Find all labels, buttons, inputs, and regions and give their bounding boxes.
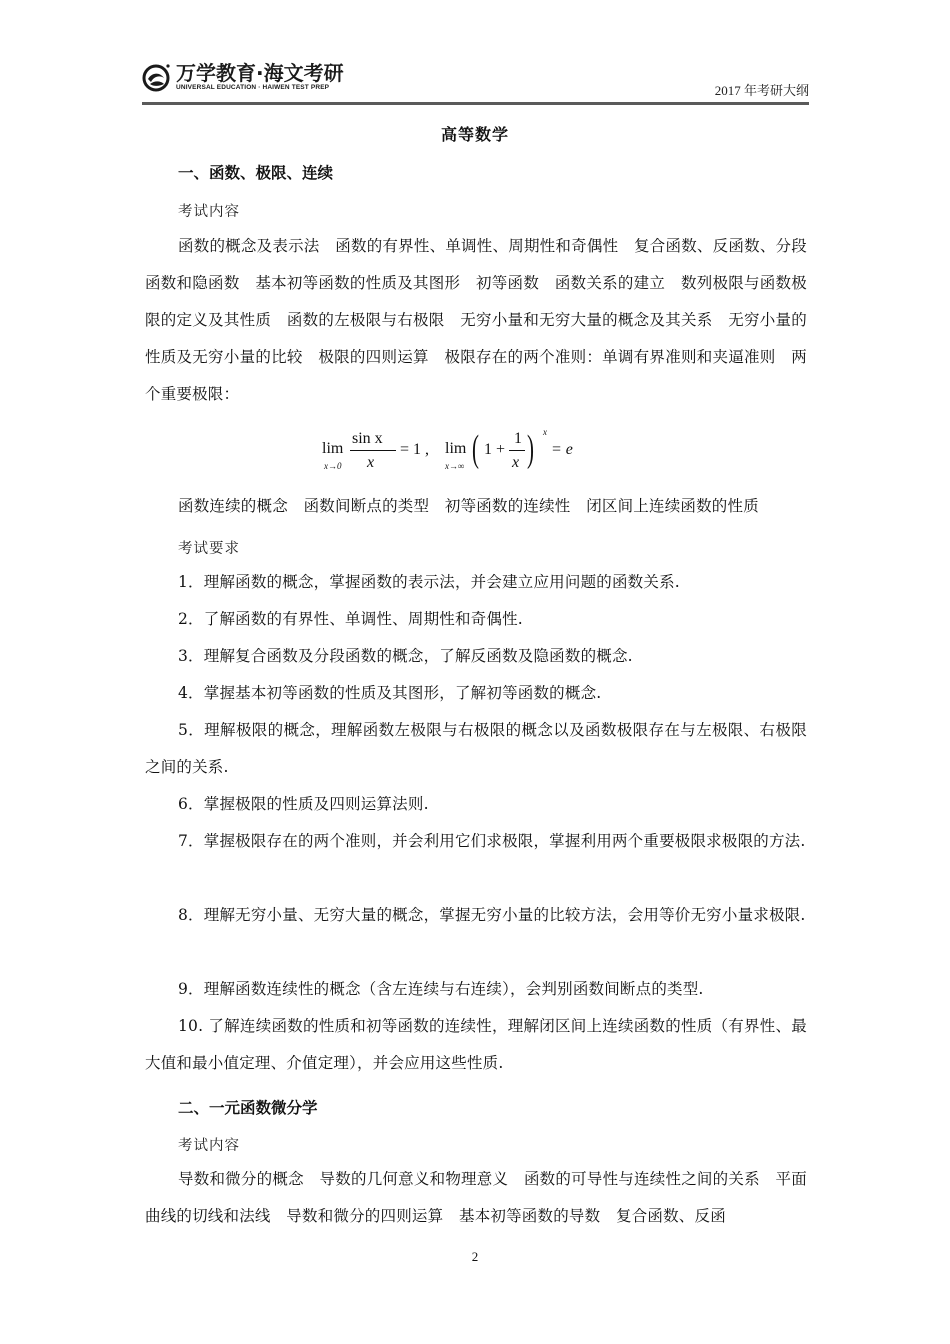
- requirement-item: 1．理解函数的概念，掌握函数的表示法，并会建立应用问题的函数关系.: [178, 573, 680, 591]
- page-title: 高等数学: [440, 125, 509, 144]
- formula1-numerator: sin x: [352, 430, 383, 447]
- page-header: [142, 62, 809, 104]
- section-heading-2: 二、一元函数微分学: [178, 1099, 318, 1117]
- formula2-open-paren: (: [472, 428, 479, 470]
- formula1-denominator: x: [367, 454, 375, 471]
- requirement-item: 5．理解极限的概念，理解函数左极限与右极限的概念以及函数极限存在与左极限、右极限之间的关系.: [145, 721, 807, 776]
- page-number: 2: [471, 1249, 479, 1264]
- brand-name-cn: 万学教育·海文考研: [176, 61, 344, 85]
- requirements-label-1: 考试要求: [178, 541, 240, 557]
- requirement-item: 6．掌握极限的性质及四则运算法则.: [178, 795, 429, 813]
- requirement-item: 2．了解函数的有界性、单调性、周期性和奇偶性.: [178, 610, 523, 628]
- section-heading-1: 一、函数、极限、连续: [178, 164, 334, 182]
- requirement-item: 4．掌握基本初等函数的性质及其图形，了解初等函数的概念.: [178, 684, 602, 702]
- formula2-exponent: x: [543, 427, 547, 437]
- requirement-item: 10. 了解连续函数的性质和初等函数的连续性，理解闭区间上连续函数的性质（有界性、最大值和最小值定理、介值定理），并会应用这些性质.: [145, 1017, 807, 1072]
- content-label-1: 考试内容: [178, 204, 240, 220]
- content-paragraph-1b: 函数连续的概念 函数间断点的类型 初等函数的连续性 闭区间上连续函数的性质: [178, 497, 759, 515]
- header-doc-label: 2017 年考研大纲: [714, 83, 809, 98]
- formula2-denominator: x: [512, 454, 520, 471]
- formula2-lim-sub: x→∞: [445, 461, 465, 471]
- formula2-numerator: 1: [514, 430, 522, 447]
- content-paragraph-2: 导数和微分的概念 导数的几何意义和物理意义 函数的可导性与连续性之间的关系 平面曲线的切线和法线 导数和微分的四则运算 基本初等函数的导数 复合函数、反函: [145, 1170, 807, 1225]
- formula2-fraction-bar: [509, 450, 525, 451]
- brand-logo: [142, 62, 344, 100]
- requirement-item: 7．掌握极限存在的两个准则，并会利用它们求极限，掌握利用两个重要极限求极限的方法.: [178, 832, 806, 850]
- requirement-item: 8．理解无穷小量、无穷大量的概念，掌握无穷小量的比较方法，会用等价无穷小量求极限.: [178, 906, 806, 924]
- formula2-close-paren: ): [527, 428, 534, 470]
- swirl-logo-icon: [142, 62, 172, 92]
- formula2-one-plus: 1 +: [484, 441, 506, 458]
- content-label-2: 考试内容: [178, 1138, 240, 1154]
- formula1-rhs: = 1 ,: [400, 441, 430, 458]
- formula2-lim: lim: [445, 440, 467, 457]
- requirement-item: 9．理解函数连续性的概念（含左连续与右连续），会判别函数间断点的类型.: [178, 980, 704, 998]
- header-divider: [142, 102, 809, 105]
- formula1-lim: lim: [322, 440, 344, 457]
- formula2-rhs: = e: [551, 441, 573, 458]
- requirement-item: 3．理解复合函数及分段函数的概念，了解反函数及隐函数的概念.: [178, 647, 633, 665]
- formula1-fraction-bar: [350, 450, 396, 451]
- formula1-lim-sub: x→0: [324, 461, 342, 471]
- brand-name-en: UNIVERSAL EDUCATION · HAIWEN TEST PREP: [176, 84, 330, 91]
- content-paragraph-1: 函数的概念及表示法 函数的有界性、单调性、周期性和奇偶性 复合函数、反函数、分段函数和隐函数 基本初等函数的性质及其图形 初等函数 函数关系的建立 数列极限与函数极限的定义及其性质 函数的左极限与右极限 无穷小量和无穷大量的概念及其关系 无穷小量的性质及无穷小量的比较 极限的四则运算 极限存在的两个准则：单调有界准则和夹逼准则 两个重要极限：: [145, 237, 807, 403]
